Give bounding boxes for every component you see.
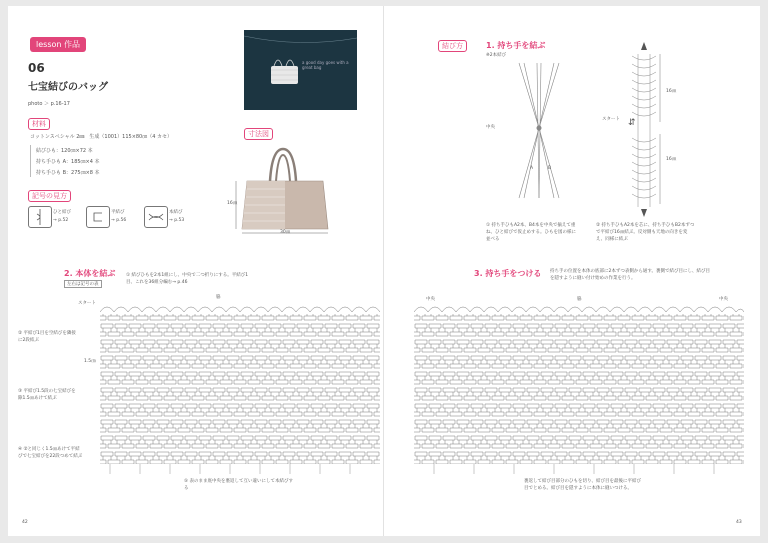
- note-bottom-right: 裏返して結び目部分のひもを切り、結び目を最後に平結び目でとめる。結び目を隠すように本体に縫いつける。: [524, 479, 641, 491]
- left-page: [8, 6, 384, 536]
- note-left-2: ③ 平結び1.5段の七宝結びを隙1.5㎝あけて結ぶ: [18, 389, 76, 401]
- honmusubi-symbol-icon: [144, 206, 168, 228]
- knot-badge: 結び方: [438, 40, 467, 52]
- project-title: 七宝結びのバッグ: [28, 82, 108, 93]
- section-1-title: 1. 持ち手を結ぶ: [486, 41, 546, 50]
- book-spread: [8, 6, 760, 536]
- bag-photo: [244, 30, 357, 110]
- handle-cords-diagram: [504, 58, 574, 208]
- project-number: 06: [28, 61, 45, 75]
- label-a: A: [530, 166, 534, 171]
- photo-ref: photo ＞ p.16-17: [28, 101, 70, 107]
- photo-caption: a good day goes with a great bag: [302, 60, 349, 70]
- symbol-1-ref: → p.52: [53, 218, 69, 223]
- size-height: 16㎝: [227, 201, 238, 206]
- section-2-title: 2. 本体を結ぶ: [64, 269, 116, 278]
- symbols-label: 記号の見方: [28, 190, 71, 202]
- section-2-tag: 左右は記号の表: [64, 280, 102, 288]
- symbol-3-name: 本結び: [169, 210, 183, 215]
- materials-label: 材料: [28, 118, 50, 130]
- note-left-1: ② 平結び1目を空結びを隣接に2段結ぶ: [18, 331, 76, 343]
- center-label: 中央: [486, 125, 495, 130]
- cord-3: 持ち手ひも B：275㎝×8 本: [36, 170, 100, 176]
- materials-text: コットンスペシャル 2㎜ 生成（1001）115×80㎝（4 カセ）: [30, 134, 173, 140]
- cord-1: 結びひも：120㎝×72 本: [36, 148, 93, 154]
- body-knot-diagram-left: [100, 306, 380, 476]
- note-2: ② 持ち手ひもA2本を芯に、持ち手ひもB2本ずつで平結び16㎝結ぶ。反対側も天地の向きを変え、同様に結ぶ: [596, 223, 695, 242]
- note-bottom: ⑤ 表のまま底中央を裏返して互い違いにして本結びする: [184, 479, 293, 491]
- length-label-1: 16㎝: [666, 89, 677, 94]
- lesson-badge: lesson 作品: [30, 37, 86, 52]
- size-label: 寸法図: [244, 128, 273, 140]
- center-left-label: 中央: [426, 297, 435, 302]
- start-arrows-icon: ⇵: [628, 118, 636, 128]
- cord-2: 持ち手ひも A：185㎝×4 本: [36, 159, 100, 165]
- label-b: B: [548, 166, 552, 171]
- note-1: ① 持ち手ひもA2本、B4本を中央で揃えて重ね、ひと結びで仮止めする。ひもを図の様に並べる: [486, 223, 576, 242]
- note-left-3: ④ ②と同じく1.5㎝あけて平結びで七宝結びを22段つめて結ぶ: [18, 447, 83, 459]
- side-label: 脇: [216, 295, 221, 300]
- start-label: スタート: [78, 301, 96, 306]
- length-label-2: 16㎝: [666, 157, 677, 162]
- center-right-label: 中央: [719, 297, 728, 302]
- symbol-2-name: 平結び: [111, 210, 125, 215]
- side-label-right: 脇: [577, 297, 582, 302]
- size-width: 30㎝: [280, 230, 291, 235]
- bag-size-diagram: [230, 141, 340, 236]
- section-3-text: 持ち手の位置を本体の底部に2本ずつ表側から通す。裏側で結び目にし、結び目を隠すように縫い付け始めの作業を行う。: [550, 269, 710, 281]
- cord-bracket: [30, 145, 31, 177]
- hitomusubi-symbol-icon: [28, 206, 52, 228]
- section-3-title: 3. 持ち手をつける: [474, 269, 542, 278]
- hiramusubi-symbol-icon: [86, 206, 110, 228]
- spacing-label: 1.5㎝: [84, 359, 96, 364]
- body-knot-diagram-right: [414, 306, 744, 476]
- page-number-left: 42: [22, 520, 28, 525]
- note-top: ① 結びひもを2本1組にし、中央で二つ折りにする。平結び1目、これを36組分編む→ p.46: [126, 273, 249, 285]
- right-page: [384, 6, 760, 536]
- symbol-1-name: ひと結び: [53, 210, 71, 215]
- symbol-3-ref: → p.53: [169, 218, 185, 223]
- symbol-2-ref: → p.56: [111, 218, 127, 223]
- section-1-sub: ※2本結び: [486, 53, 507, 58]
- handle-braid-diagram: [624, 42, 664, 217]
- start-label-right: スタート: [602, 117, 620, 122]
- page-number-right: 43: [736, 520, 742, 525]
